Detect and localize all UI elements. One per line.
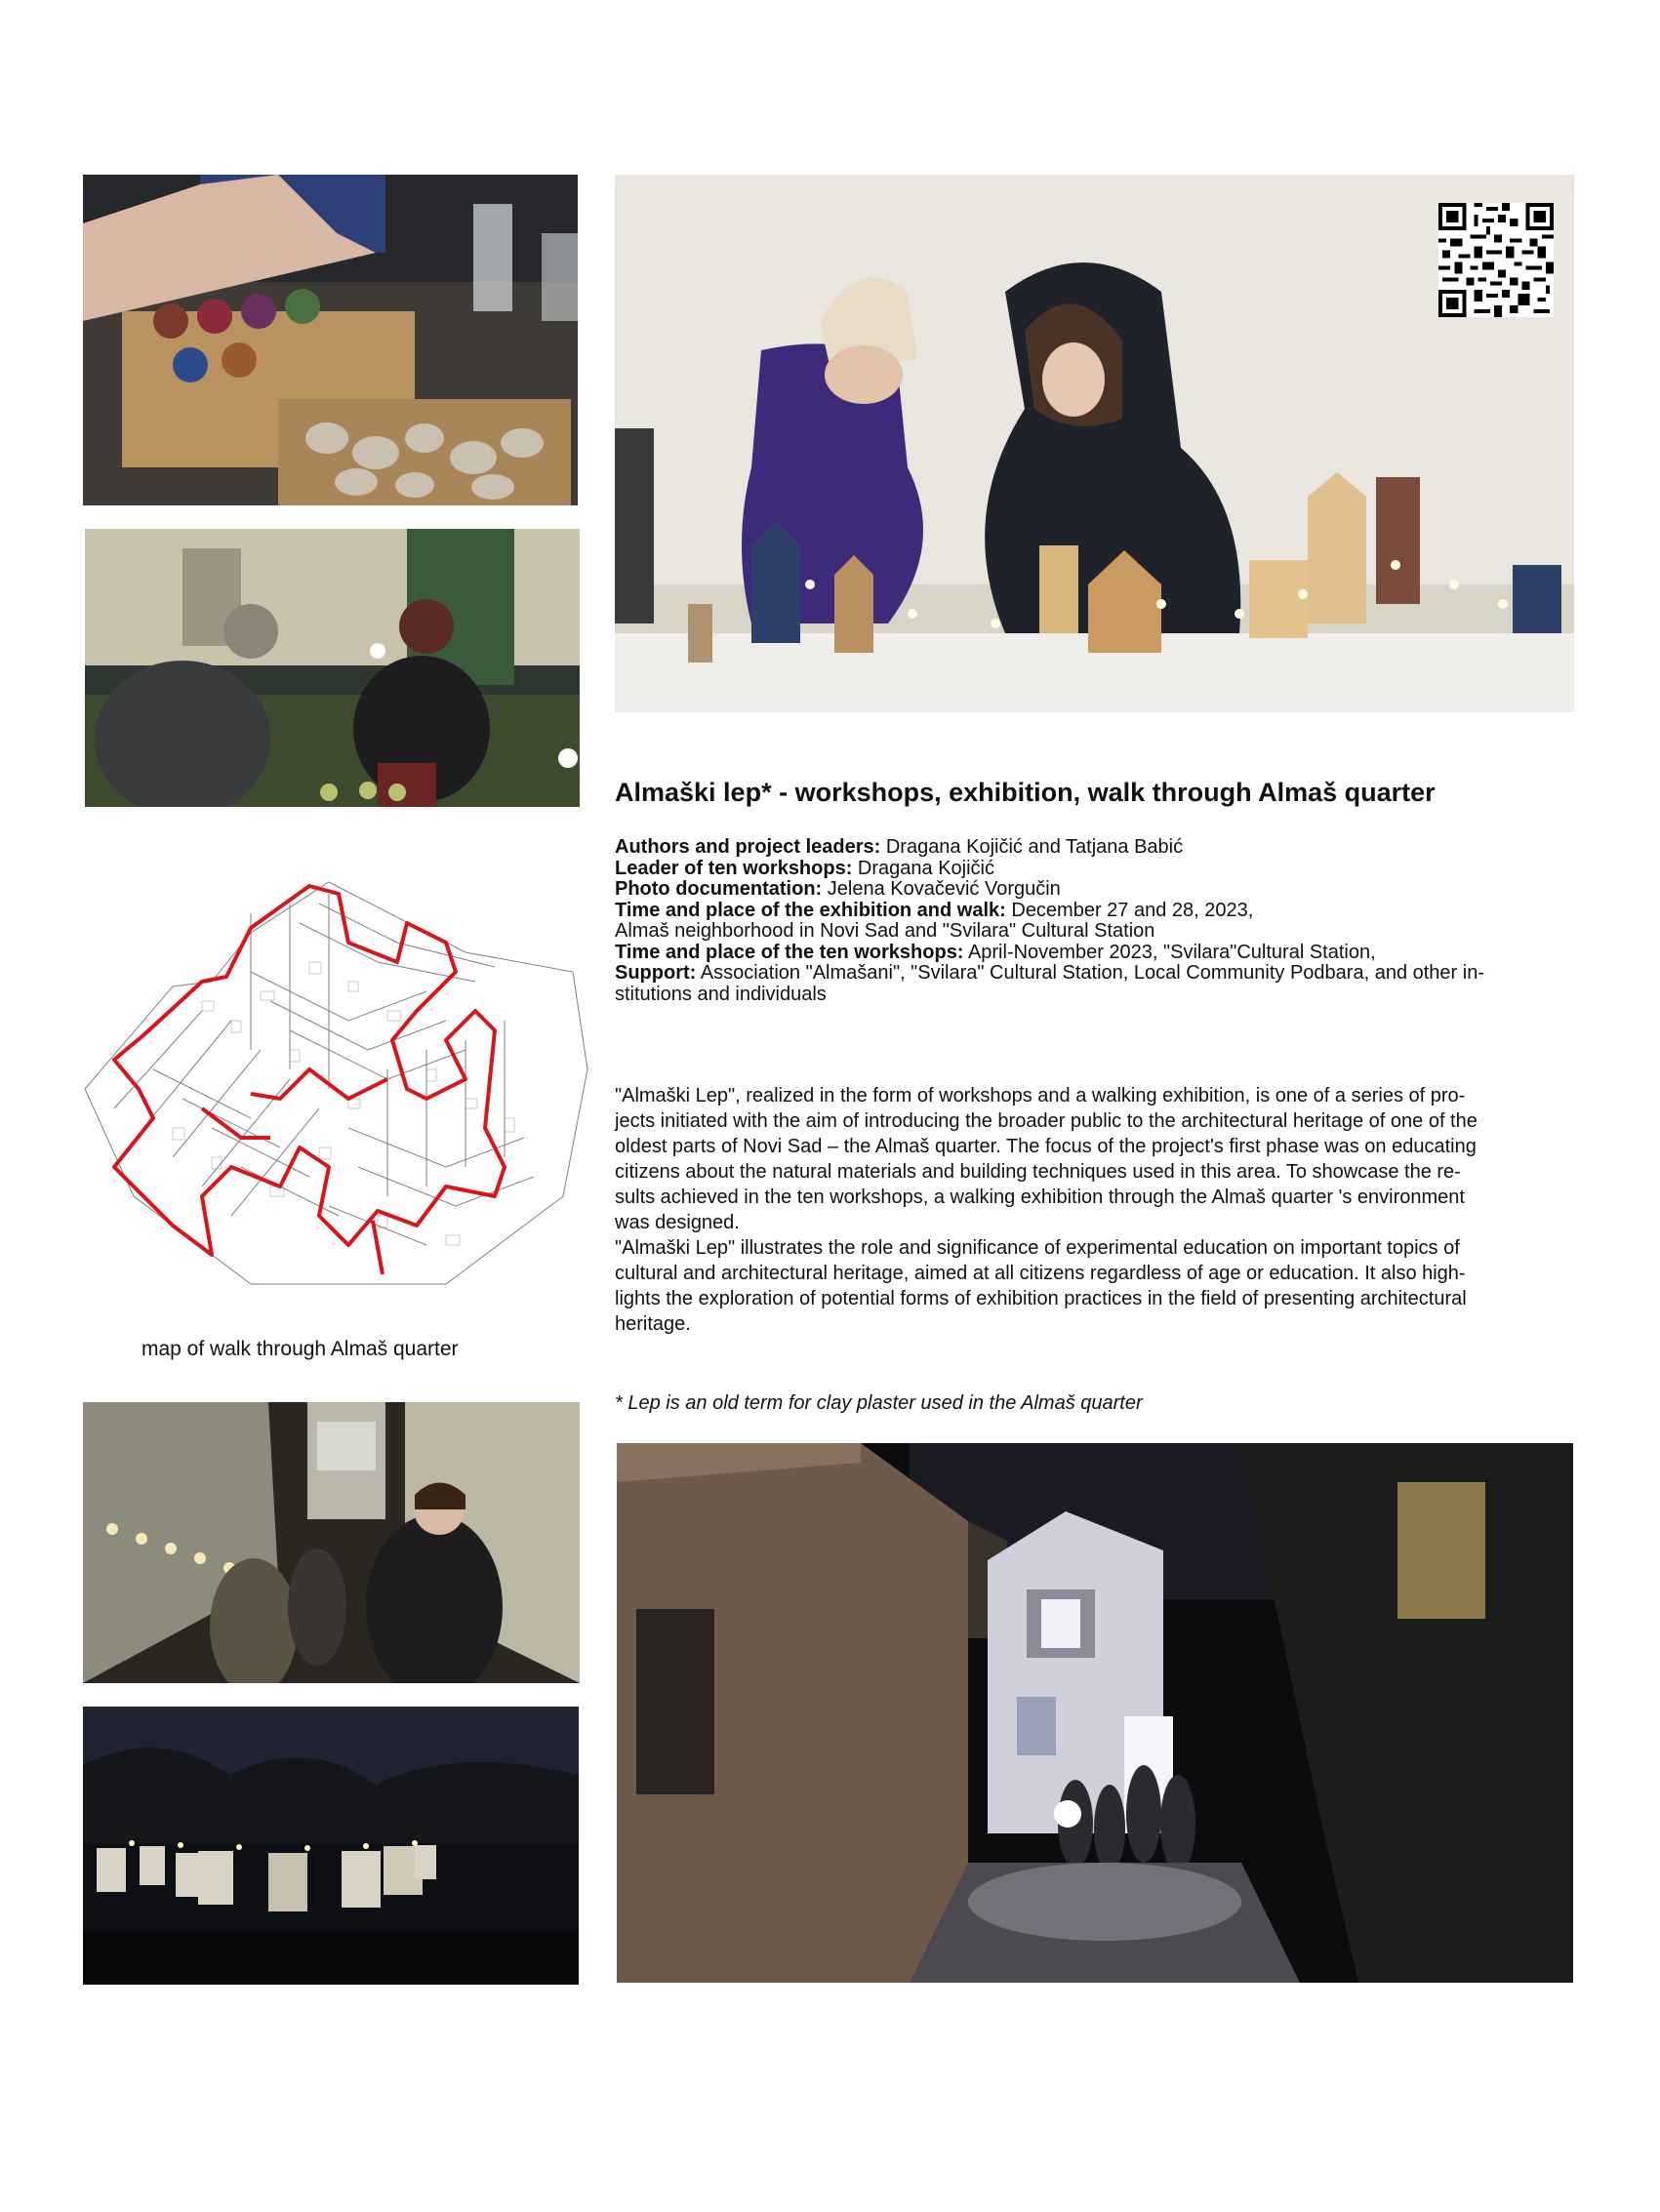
photo-corridor-exhibition [83,1402,580,1683]
description-line: oldest parts of Novi Sad – the Almaš quarter. The focus of the project's first phase was on educating [615,1136,1477,1157]
project-credits [615,837,1591,1005]
description-line: jects initiated with the aim of introducing the broader public to the architectural heritage of one of the [615,1110,1478,1132]
description-line: was designed. [615,1212,740,1233]
credit-line: Leader of ten workshops: Dragana Kojičić [615,857,994,879]
walk-route-map [56,874,592,1296]
description-line: cultural and architectural heritage, aimed at all citizens regardless of age or education. It also high- [615,1263,1466,1284]
qr-code[interactable] [1438,203,1554,317]
credit-line: stitutions and individuals [615,983,827,1005]
project-description [615,1083,1591,1337]
description-line: heritage. [615,1313,691,1335]
photo-night-installation [83,1707,579,1985]
credit-line: Support: Association "Almašani", "Svilara" Cultural Station, Local Community Podbara, and other in- [615,962,1484,984]
photo-outdoor-exhibit [85,529,580,807]
description-line: citizens about the natural materials and building techniques used in this area. To showcase the re- [615,1161,1461,1183]
footnote: * Lep is an old term for clay plaster used in the Almaš quarter [615,1392,1143,1414]
description-line: "Almaški Lep" illustrates the role and significance of experimental education on important topics of [615,1237,1460,1259]
photo-courtyard-walk [617,1443,1573,1983]
photo-model-houses [615,175,1574,712]
credit-line: Photo documentation: Jelena Kovačević Vorgučin [615,878,1061,900]
credit-line: Time and place of the exhibition and walk: December 27 and 28, 2023, [615,899,1254,921]
page-title: Almaški lep* - workshops, exhibition, walk through Almaš quarter [615,778,1436,807]
credit-line: Time and place of the ten workshops: April-November 2023, "Svilara"Cultural Station, [615,941,1376,963]
description-line: sults achieved in the ten workshops, a walking exhibition through the Almaš quarter 's environment [615,1186,1465,1208]
description-line: lights the exploration of potential forms of exhibition practices in the field of presenting architectural [615,1288,1467,1309]
description-line: "Almaški Lep", realized in the form of workshops and a walking exhibition, is one of a series of pro- [615,1085,1466,1106]
map-caption: map of walk through Almaš quarter [142,1338,459,1360]
credit-line: Authors and project leaders: Dragana Kojičić and Tatjana Babić [615,836,1184,858]
credit-line: Almaš neighborhood in Novi Sad and "Svilara" Cultural Station [615,920,1155,942]
photo-workshop-materials [83,175,578,505]
